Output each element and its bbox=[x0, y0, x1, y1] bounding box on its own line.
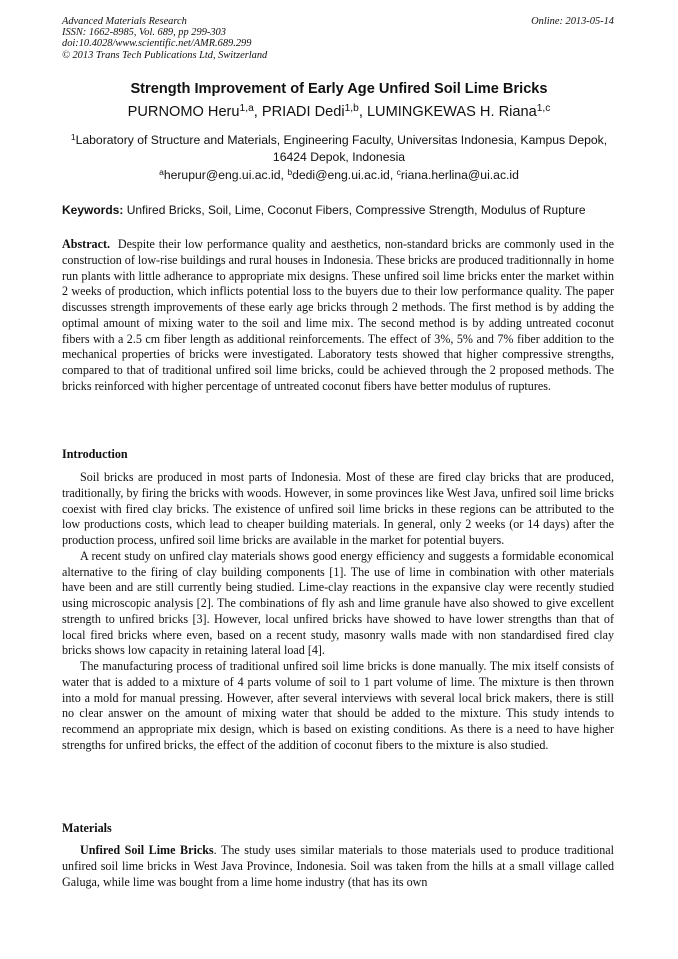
affiliation bbox=[60, 132, 618, 165]
email-sup: b bbox=[287, 167, 293, 178]
author-list: PURNOMO Heru$^{1,a}$, PRIADI Dedi$^{1,b}$, LUMINGKEWAS H. Riana$^{1,c}$ bbox=[127, 103, 551, 120]
copyright-line: © 2013 Trans Tech Publications Ltd, Switzerland bbox=[62, 49, 268, 61]
keywords-label: Keywords: bbox=[62, 203, 124, 217]
abstract-text: Despite their low performance quality and aesthetics, non-standard bricks are commonly used in the construction of low-rise buildings and rural houses in Indonesia. These bricks are produced traditionnally in home run plants with little adherance to appropriate mix designs. These unfired soil lime bricks enter the market within 2 weeks of production, which inflicts potential loss to the buyers due to their low performance quality. The paper discusses strength improvements of these early age bricks through 2 methods. The first method is by adding the optimal amount of mixing water to the soil and lime mix. The second method is by adding untreated coconut fibers with a 2.5 cm fiber length as additional reinforcements. The effect of 3%, 5% and 7% fiber addition to the mechanical properties of bricks were investigated. Laboratory tests showed that higher compressive strengths, compared to that of traditional unfired soil lime bricks, could be achieved through the 2 proposed methods. The bricks reinforced with higher percentage of untreated coconut fibers have better modulus of ruptures. bbox=[62, 237, 614, 393]
email-link[interactable]: herupur@eng.ui.ac.id bbox=[163, 168, 281, 182]
paragraph: The manufacturing process of traditional unfired soil lime bricks is done manually. The mix itself consists of water that is added to a mixture of 4 parts volume of soil to 1 part volume of lime. The mixture is then thrown into a mold for manual pressing. However, after several interviews with several local brick makers, there is still no clear answer on the amount of mixing water that should be added to the mixture. This study intends to recommend an appropriate mix design, which is based on existing conditions. As there is a need to have higher strengths for unfired bricks, the effect of the addition of coconut fibers to the mixture is also studied. bbox=[62, 659, 614, 752]
email-link[interactable]: dedi@eng.ui.ac.id bbox=[292, 168, 390, 182]
author-name: LUMINGKEWAS H. Riana bbox=[366, 104, 537, 120]
introduction-body bbox=[62, 470, 614, 754]
section-heading-materials: Materials bbox=[62, 821, 112, 835]
abstract bbox=[62, 237, 614, 395]
author-sup: 1,b bbox=[344, 103, 359, 115]
affiliation-text: Laboratory of Structure and Materials, Engineering Faculty, Universitas Indonesia, Kampus Depok, 16424 Depok, Indonesia bbox=[75, 133, 608, 164]
doi-line: doi:10.4028/www.scientific.net/AMR.689.299 bbox=[62, 38, 252, 50]
email-list: $^a$herupur@eng.ui.ac.id, $^b$dedi@eng.ui.ac.id, $^c$riana.herlina@ui.ac.id bbox=[159, 167, 519, 182]
materials-text: . The study uses similar materials to those materials used to produce traditional unfired soil lime bricks in West Java Province, Indonesia. Soil was taken from the hills at a small village called Galuga, while lime was bought from a lime home industry (that has its own bbox=[62, 843, 615, 889]
section-heading-introduction: Introduction bbox=[62, 447, 128, 461]
paper-title: Strength Improvement of Early Age Unfired Soil Lime Bricks bbox=[130, 81, 548, 97]
materials-body bbox=[62, 843, 614, 890]
author-sup: 1,c bbox=[536, 103, 551, 115]
author-name: PRIADI Dedi bbox=[261, 104, 345, 120]
email-sup: c bbox=[396, 167, 401, 178]
abstract-label: Abstract. bbox=[62, 237, 111, 251]
keywords-line bbox=[62, 203, 622, 217]
affiliation-sup: 1 bbox=[70, 132, 76, 143]
issn-line: ISSN: 1662-8985, Vol. 689, pp 299-303 bbox=[62, 27, 226, 39]
journal-header bbox=[62, 16, 267, 61]
paragraph: Soil bricks are produced in most parts of Indonesia. Most of these are fired clay bricks that are produced, traditionally, by firing the bricks with woods. However, in some provinces like West Java, unfired soil lime bricks coexist with fired clay bricks. The existence of unfired soil lime bricks in these regions can be attributed to the low productions costs, which lead to cheaper building materials. In general, only 2 weeks (or 14 days) after the production process, unfired soil lime bricks are available in the market for potential buyers. bbox=[62, 470, 614, 547]
online-date: Online: 2013-05-14 bbox=[531, 16, 614, 27]
journal-name: Advanced Materials Research bbox=[62, 16, 187, 27]
author-name: PURNOMO Heru bbox=[127, 104, 240, 120]
paragraph: A recent study on unfired clay materials shows good energy efficiency and suggests a formidable economical alternative to the firing of clay building components [1]. The use of lime in combination with other materials have been and are still currently being studied. Lime-clay reactions in the expansive clay were recently studied using microscopic analysis [2]. The combinations of fly ash and lime granule have also showed to give excellent strength to unfired bricks [3]. However, local unfired bricks have showed to have lower strengths than that of local fired bricks where even, based on a recent study, masonry walls made with non standardised fired clay bricks shows low capacity in retaining lateral load [4]. bbox=[62, 548, 614, 658]
email-link[interactable]: riana.herlina@ui.ac.id bbox=[400, 168, 519, 182]
keywords-text: Unfired Bricks, Soil, Lime, Coconut Fibers, Compressive Strength, Modulus of Rupture bbox=[126, 203, 586, 217]
email-sup: a bbox=[159, 167, 164, 178]
author-sup: 1,a bbox=[239, 103, 254, 115]
paragraph bbox=[62, 843, 614, 890]
subsection-label: Unfired Soil Lime Bricks bbox=[80, 843, 214, 857]
